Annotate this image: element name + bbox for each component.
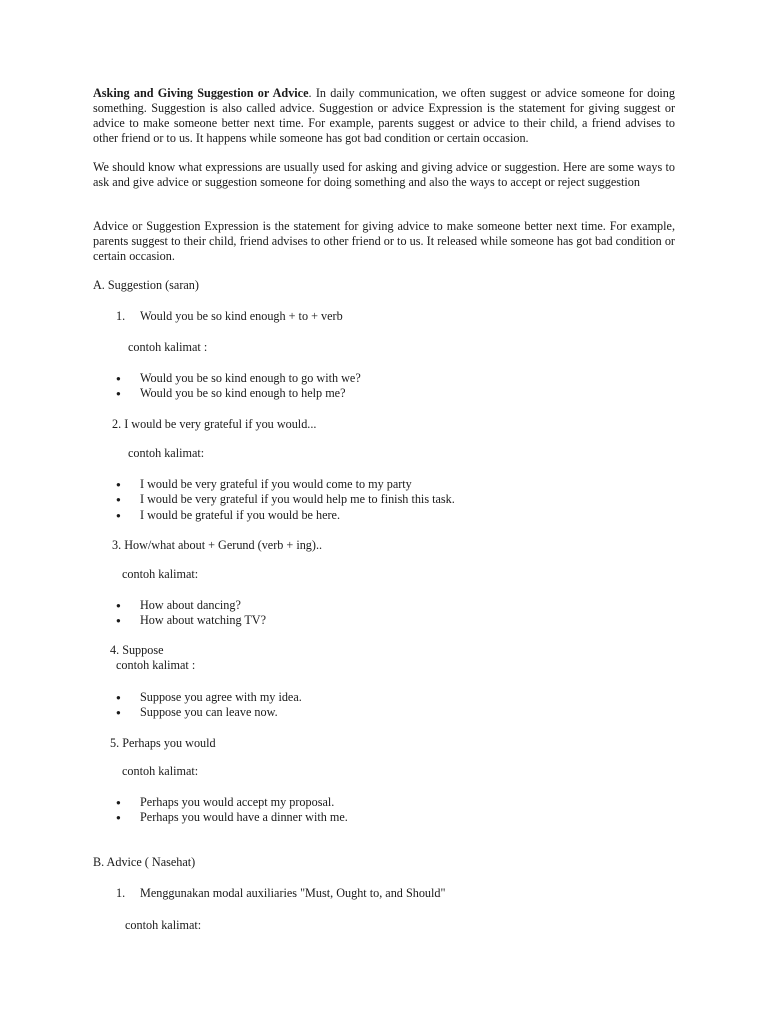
section-b-heading: B. Advice ( Nasehat) [93,855,196,869]
section-a-heading: A. Suggestion (saran) [93,278,199,292]
item-1-number: 1. [116,309,126,323]
item-4-title: 4. Suppose [110,643,164,657]
bullet-icon: ● [116,480,121,489]
item-4-example-1: Suppose you agree with my idea. [140,690,302,704]
advice-item-1-number: 1. [116,886,126,900]
bullet-icon: ● [116,813,121,822]
bullet-icon: ● [116,511,121,520]
item-3-example-1: How about dancing? [140,598,241,612]
item-5-title: 5. Perhaps you would [110,736,216,750]
item-4-example-2: Suppose you can leave now. [140,705,278,719]
advice-item-1-title: Menggunakan modal auxiliaries "Must, Ought to, and Should" [140,886,446,900]
intro-text: . In daily communication, we often suggest or advice someone for doing something. Suggestion is also called advice. Suggestion or advice Expression is the statement for giving suggest or advice to make someone better next time. For example, parents suggest or advice to their child, a friend advises to other friend or to us. It happens while someone has got bad condition or certain occasion. [93,86,675,145]
item-1-example-2: Would you be so kind enough to help me? [140,386,346,400]
item-2-example-3: I would be grateful if you would be here. [140,508,341,522]
bullet-icon: ● [116,708,121,717]
item-4-contoh: contoh kalimat : [116,658,196,672]
bullet-icon: ● [116,616,121,625]
item-1-title: Would you be so kind enough + to + verb [140,309,343,323]
bullet-icon: ● [116,374,121,383]
item-1-contoh: contoh kalimat : [128,340,208,354]
item-3-example-2: How about watching TV? [140,613,267,627]
item-5-example-1: Perhaps you would accept my proposal. [140,795,335,809]
intro-title: Asking and Giving Suggestion or Advice [93,86,309,100]
bullet-icon: ● [116,693,121,702]
bullet-icon: ● [116,798,121,807]
item-5-contoh: contoh kalimat: [122,764,199,778]
item-3-title: 3. How/what about + Gerund (verb + ing).. [112,538,323,552]
item-5-example-2: Perhaps you would have a dinner with me. [140,810,348,824]
item-2-contoh: contoh kalimat: [128,446,205,460]
item-2-example-2: I would be very grateful if you would help me to finish this task. [140,492,455,506]
bullet-icon: ● [116,495,121,504]
item-2-title: 2. I would be very grateful if you would... [112,417,317,431]
bullet-icon: ● [116,601,121,610]
item-3-contoh: contoh kalimat: [122,567,199,581]
bullet-icon: ● [116,389,121,398]
expressions-paragraph: We should know what expressions are usually used for asking and giving advice or suggestion. Here are some ways to ask and give advice or suggestion someone for doing something and also the ways to accept or reject suggestion [93,160,675,189]
item-2-example-1: I would be very grateful if you would come to my party [140,477,412,491]
definition-paragraph: Advice or Suggestion Expression is the statement for giving advice to make someone better next time. For example, parents suggest to their child, friend advises to other friend or to us. It released while someone has got bad condition or certain occasion. [93,219,675,263]
advice-item-1-contoh: contoh kalimat: [125,918,202,932]
item-1-example-1: Would you be so kind enough to go with we? [140,371,361,385]
intro-paragraph [93,86,675,146]
